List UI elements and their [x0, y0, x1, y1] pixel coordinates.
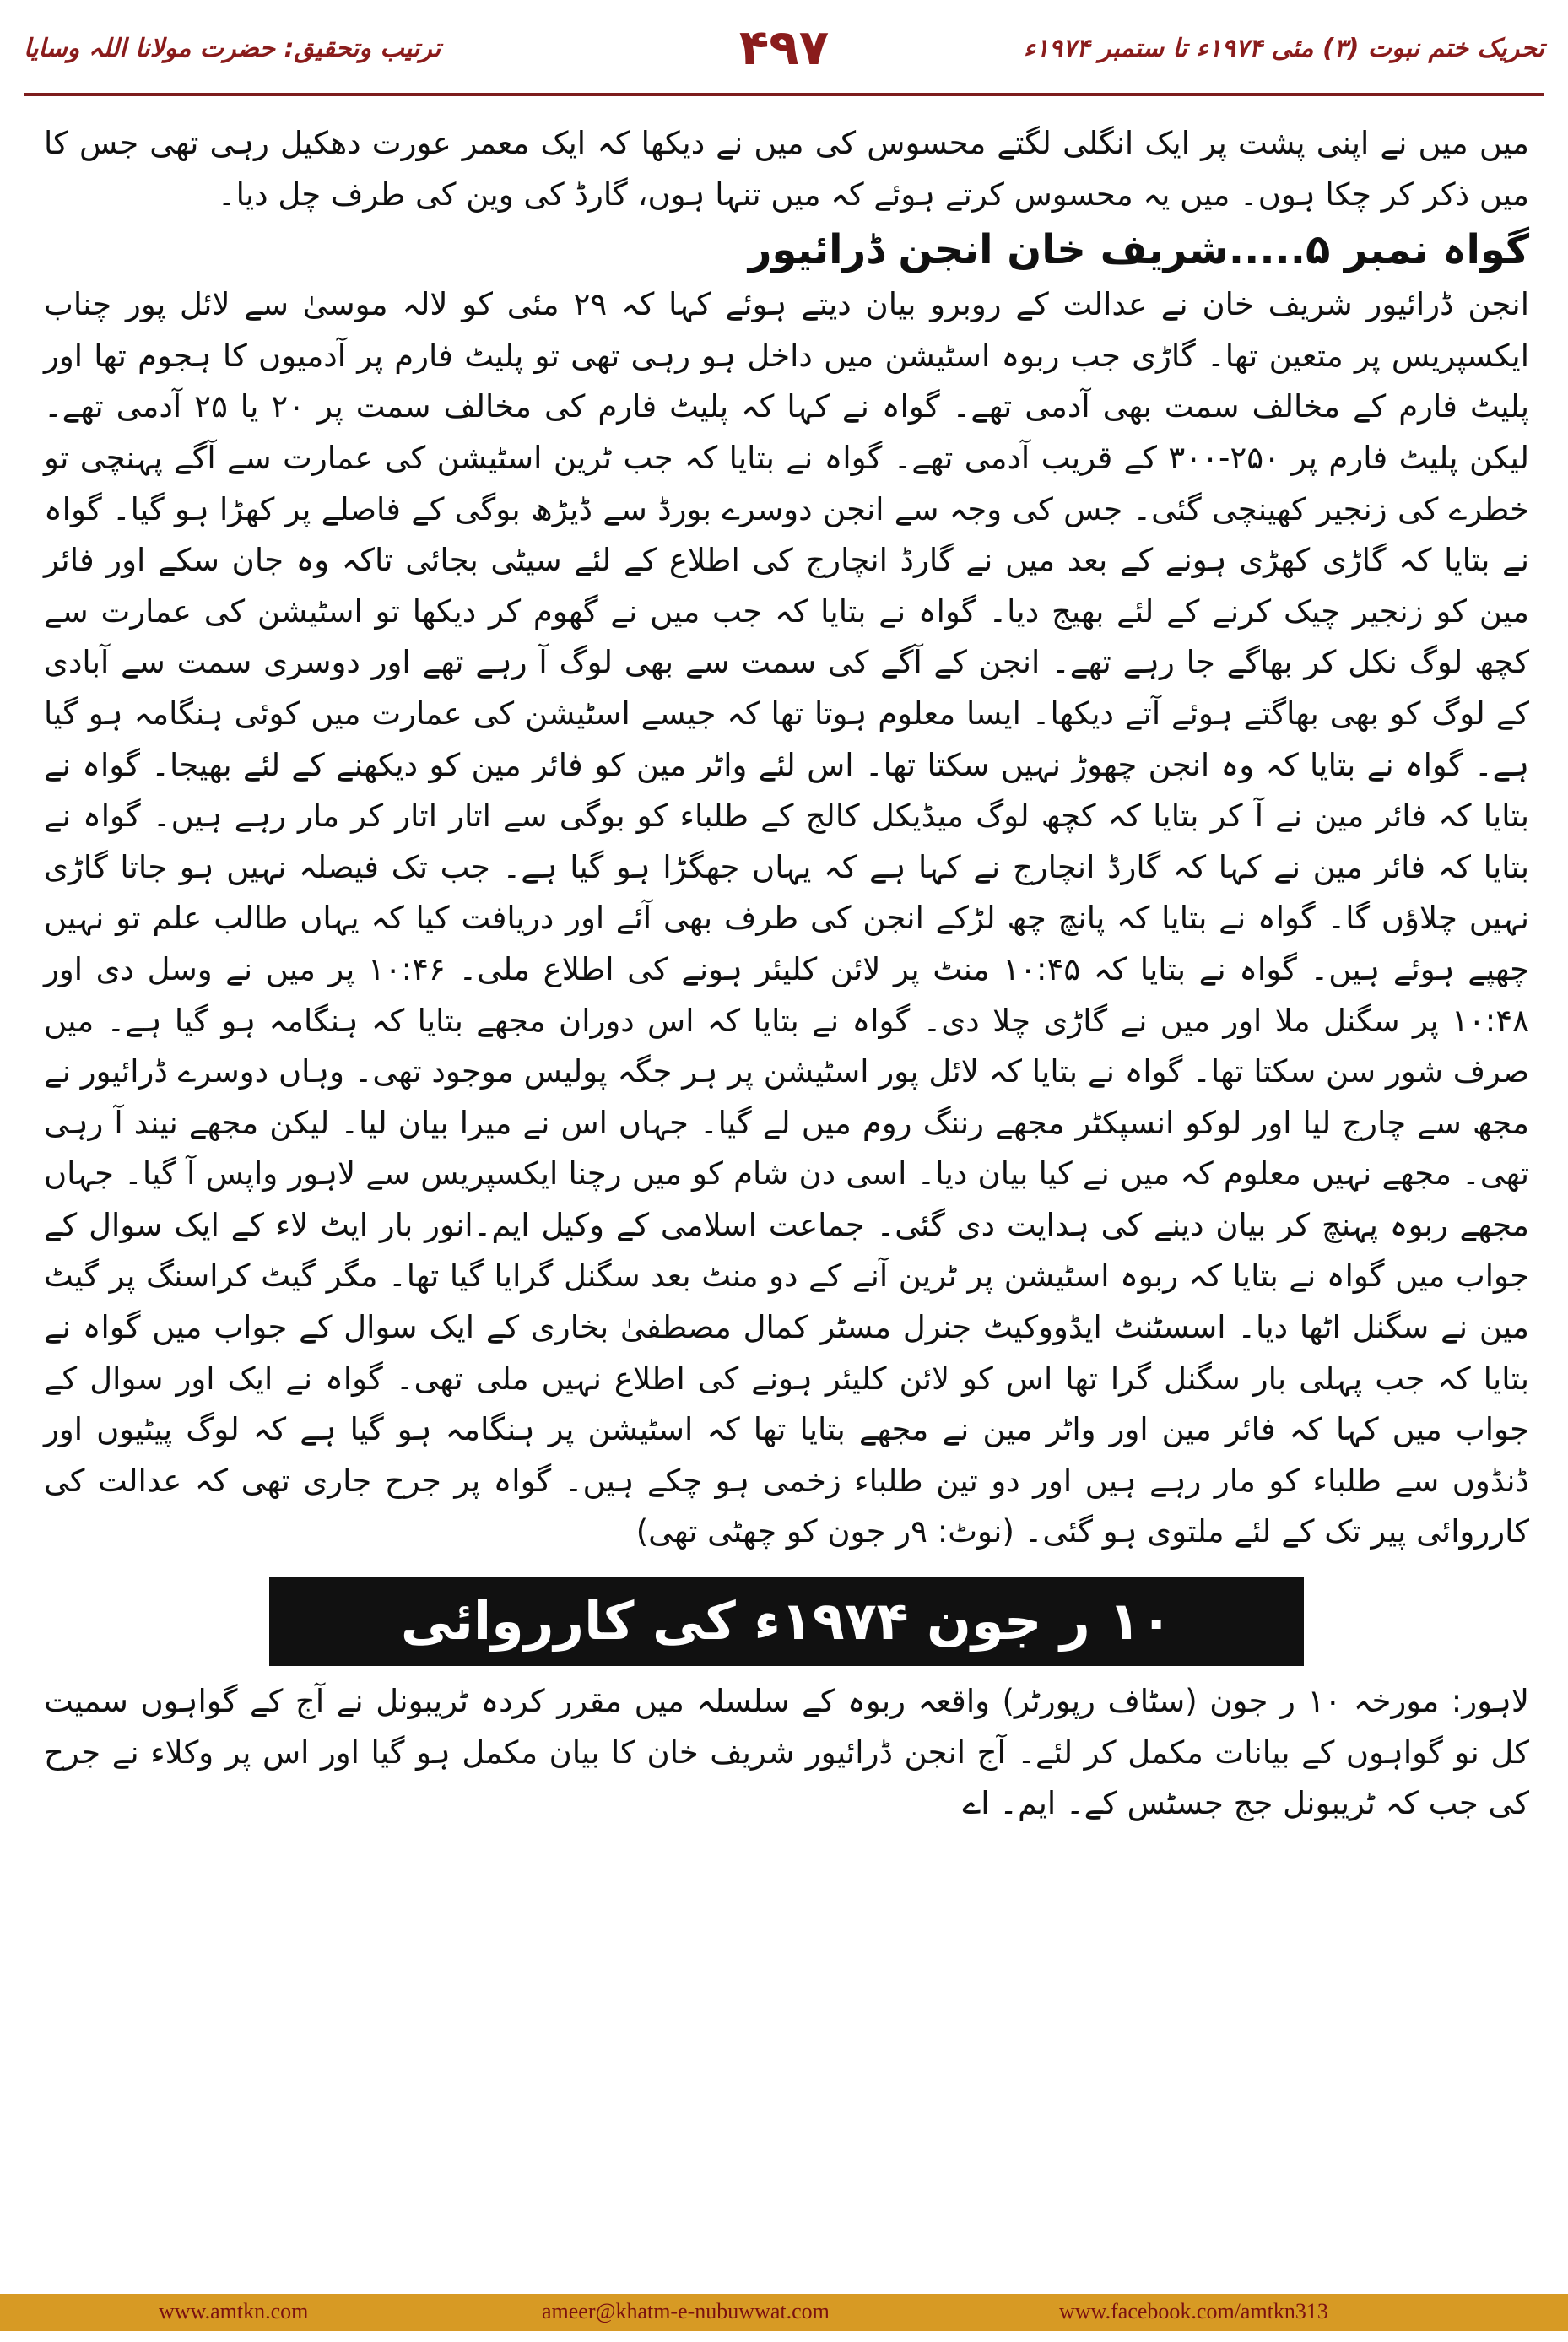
- page-footer: [0, 2294, 1568, 2331]
- closing-paragraph: لاہور: مورخہ ۱۰ ر جون (سٹاف رپورٹر) واقعہ ربوہ کے سلسلہ میں مقرر کردہ ٹریبونل نے آج کے گواہوں سمیت کل نو گواہوں کے بیانات مکمل کر لئے۔ آج انجن ڈرائیور شریف خان کا بیان مکمل ہو گیا اور اس پر وکلاء نے جرح کی جب کہ ٹریبونل جج جسٹس کے۔ ایم۔ اے: [44, 1683, 1529, 1822]
- website-link[interactable]: www.amtkn.com: [159, 2299, 309, 2323]
- section-banner: [269, 1577, 1304, 1666]
- compiler-credit: ترتیب وتحقیق: حضرت مولانا اللہ وسایا: [24, 34, 441, 63]
- page-body: [44, 118, 1529, 1830]
- testimony-paragraph: انجن ڈرائیور شریف خان نے عدالت کے روبرو بیان دیتے ہوئے کہا کہ ۲۹ مئی کو لالہ موسیٰ سے لائل پور چناب ایکسپریس پر متعین تھا۔ گاڑی جب ربوہ اسٹیشن میں داخل ہو رہی تھی تو پلیٹ فارم پر آدمیوں کا ہجوم تھا اور پلیٹ فارم کے مخالف سمت بھی آدمی تھے۔ گواہ نے کہا کہ پلیٹ فارم کی مخالف سمت پر ۲۰ یا ۲۵ آدمی تھے۔ لیکن پلیٹ فارم پر ۲۵۰-۳۰۰ کے قریب آدمی تھے۔ گواہ نے بتایا کہ جب ٹرین اسٹیشن کی عمارت سے آگے پہنچی تو خطرے کی زنجیر کھینچی گئی۔ جس کی وجہ سے انجن دوسرے بورڈ سے ڈیڑھ بوگی کے فاصلے پر کھڑا ہو گیا۔ گواہ نے بتایا کہ گاڑی کھڑی ہونے کے بعد میں نے گارڈ انچارج کی اطلاع کے لئے سیٹی بجائی تاکہ وہ جان سکے اور فائر مین کو زنجیر چیک کرنے کے لئے بھیج دیا۔ گواہ نے بتایا کہ جب میں نے گھوم کر دیکھا تو اسٹیشن کی عمارت سے کچھ لوگ نکل کر بھاگے جا رہے تھے۔ انجن کے آگے کی سمت سے بھی لوگ آ رہے تھے اور دوسری سمت سے آبادی کے لوگ کو بھی بھاگتے ہوئے آتے دیکھا۔ ایسا معلوم ہوتا تھا کہ جیسے اسٹیشن کی عمارت میں کوئی ہنگامہ ہو گیا ہے۔ گواہ نے بتایا کہ وہ انجن چھوڑ نہیں سکتا تھا۔ اس لئے واٹر مین کو فائر مین کو دیکھنے کے لئے بھیجا۔ گواہ نے بتایا کہ فائر مین نے آ کر بتایا کہ کچھ لوگ میڈیکل کالج کے طلباء کو بوگی سے اتار اتار کر مار رہے ہیں۔ گواہ نے بتایا کہ فائر مین نے کہا کہ گارڈ انچارج نے کہا ہے کہ یہاں جھگڑا ہو گیا ہے۔ جب تک فیصلہ نہیں ہو جاتا گاڑی نہیں چلاؤں گا۔ گواہ نے بتایا کہ پانچ چھ لڑکے انجن کی طرف بھی آئے اور دریافت کیا کہ یہاں طالب علم تو نہیں چھپے ہوئے ہیں۔ گواہ نے بتایا کہ ۱۰:۴۵ منٹ پر لائن کلیئر ہونے کی اطلاع ملی۔ ۱۰:۴۶ پر میں نے وسل دی اور ۱۰:۴۸ پر سگنل ملا اور میں نے گاڑی چلا دی۔ گواہ نے بتایا کہ اس دوران مجھے بتایا کہ ہنگامہ ہو گیا ہے۔ میں صرف شور سن سکتا تھا۔ گواہ نے بتایا کہ لائل پور اسٹیشن پر ہر جگہ پولیس موجود تھی۔ وہاں دوسرے ڈرائیور نے مجھ سے چارج لیا اور لوکو انسپکٹر مجھے رننگ روم میں لے گیا۔ جہاں اس نے میرا بیان لیا۔ لیکن مجھے نیند آ رہی تھی۔ مجھے نہیں معلوم کہ میں نے کیا بیان دیا۔ اسی دن شام کو میں رچنا ایکسپریس سے لاہور واپس آ گیا۔ جہاں مجھے ربوہ پہنچ کر بیان دینے کی ہدایت دی گئی۔ جماعت اسلامی کے وکیل ایم۔انور بار ایٹ لاء کے ایک سوال کے جواب میں گواہ نے بتایا کہ ربوہ اسٹیشن پر ٹرین آنے کے دو منٹ بعد سگنل گرایا گیا تھا۔ مگر گیٹ کراسنگ پر گیٹ مین نے سگنل اٹھا دیا۔ اسسٹنٹ ایڈووکیٹ جنرل مسٹر کمال مصطفیٰ بخاری کے ایک سوال کے جواب میں گواہ نے بتایا کہ جب پہلی بار سگنل گرا تھا اس کو لائن کلیئر ہونے کی اطلاع نہیں ملی تھی۔ گواہ نے ایک اور سوال کے جواب میں کہا کہ فائر مین اور واٹر مین نے مجھے بتایا تھا کہ اسٹیشن پر ہنگامہ ہو گیا ہے کہ لوگ پیٹیوں اور ڈنڈوں سے طلباء کو مار رہے ہیں اور دو تین طلباء زخمی ہو چکے ہیں۔ گواہ پر جرح جاری تھی کہ عدالت کی کارروائی پیر تک کے لئے ملتوی ہو گئی۔ (نوٹ: ۹ر جون کو چھٹی تھی): [44, 286, 1529, 1550]
- page-header: [24, 15, 1544, 84]
- email-link[interactable]: ameer@khatm-e-nubuwwat.com: [542, 2299, 830, 2323]
- intro-paragraph: میں میں نے اپنی پشت پر ایک انگلی لگتے محسوس کی میں نے دیکھا کہ ایک معمر عورت دھکیل رہی تھی جس کا میں ذکر کر چکا ہوں۔ میں یہ محسوس کرتے ہوئے کہ میں تنہا ہوں، گارڈ کی وین کی طرف چل دیا۔: [44, 125, 1529, 213]
- book-title: تحریک ختم نبوت (۳) مئی ۱۹۷۴ء تا ستمبر ۱۹۷۴ء: [1023, 34, 1544, 63]
- header-divider: [24, 93, 1544, 96]
- facebook-link[interactable]: www.facebook.com/amtkn313: [1059, 2299, 1328, 2323]
- section-banner-text: ۱۰ ر جون ۱۹۷۴ء کی کارروائی: [400, 1590, 1173, 1652]
- witness-heading: گواہ نمبر ۵.....شریف خان انجن ڈرائیور: [748, 226, 1529, 274]
- page-number: ۴۹۷: [738, 19, 830, 76]
